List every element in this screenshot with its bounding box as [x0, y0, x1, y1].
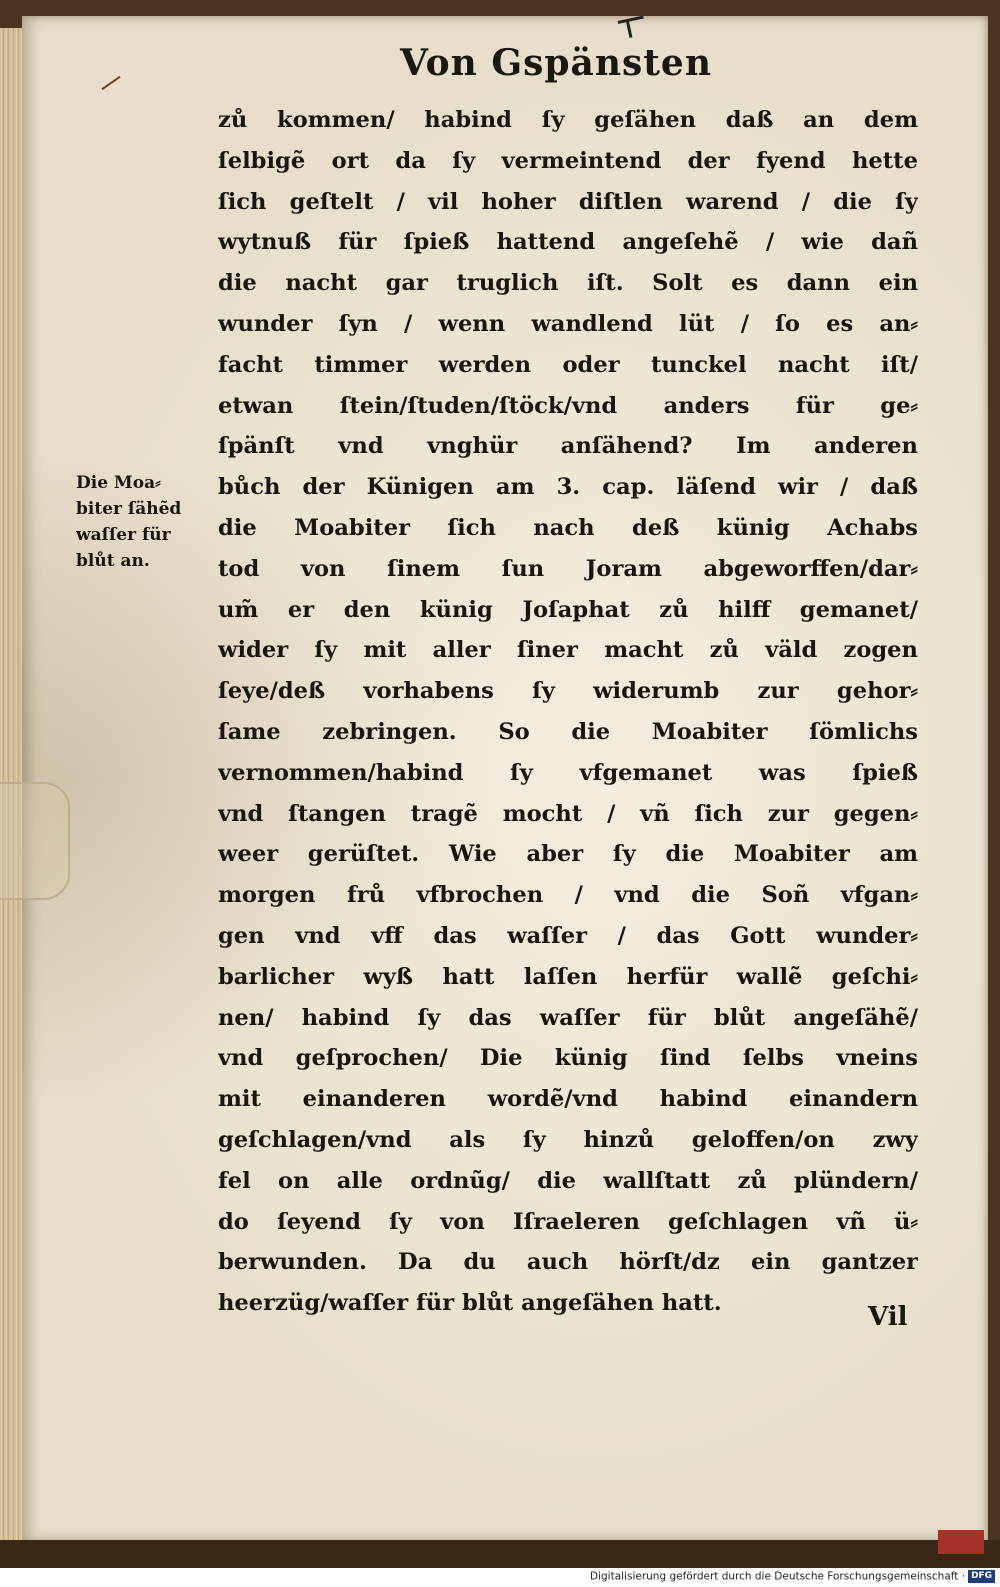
text-line: gen vnd vff das waſſer / das Gott wunder⸗ — [218, 922, 918, 949]
text-line: morgen frů vfbrochen / vnd die Soñ vfgan⸗ — [218, 882, 918, 909]
text-line: vernommen/habind ſy vfgemanet was ſpieß — [218, 759, 918, 786]
text-line: mit einanderen wordẽ/vnd habind einandern — [218, 1086, 918, 1113]
text-line: ſich geſtelt / vil hoher diſtlen warend / die ſy — [218, 188, 918, 215]
marginal-line: biter ſähẽd — [76, 499, 182, 519]
text-line: nen/ habind ſy das waſſer für blůt angeſähẽ/ — [218, 1004, 918, 1031]
text-line: heerzüg/waſſer für blůt angeſähen hatt. — [218, 1290, 722, 1317]
text-line: barlicher wyß hatt laſſen herfür wallẽ geſchi⸗ — [218, 963, 918, 990]
text-line: vnd geſprochen/ Die künig ſind ſelbs vneins — [218, 1045, 918, 1072]
text-line: ſpänſt vnd vnghür anſähend? Im anderen — [218, 433, 918, 460]
text-line: wider ſy mit aller ſiner macht zů väld zogen — [218, 637, 918, 664]
text-line: ſeye/deß vorhabens ſy widerumb zur gehor⸗ — [218, 678, 918, 705]
text-line: weer gerüſtet. Wie aber ſy die Moabiter am — [218, 841, 918, 868]
text-line: wunder ſyn / wenn wandlend lüt / ſo es an⸗ — [218, 310, 918, 337]
marginal-line: Die Moa⸗ — [76, 473, 161, 493]
body-text — [218, 100, 918, 1324]
text-line: ſame zebringen. So die Moabiter ſömlichs — [218, 718, 918, 745]
catchword: Vil — [868, 1302, 908, 1332]
text-line: tod von ſinem ſun Joram abgeworffen/dar⸗ — [218, 555, 918, 582]
text-line: zů kommen/ habind ſy geſähen daß an dem — [218, 107, 918, 133]
text-line: berwunden. Da du auch hörſt/dz ein gantzer — [218, 1249, 918, 1276]
credit-text: Digitalisierung gefördert durch die Deutsche Forschungsgemeinschaft · — [590, 1570, 966, 1583]
text-line: fel on alle ordnũg/ die wallſtatt zů plündern/ — [218, 1167, 918, 1194]
clasp-tab — [0, 782, 70, 900]
text-line: do ſeyend ſy von Iſraeleren geſchlagen vñ ü⸗ — [218, 1208, 918, 1235]
text-line: ſelbigẽ ort da ſy vermeintend der fyend hette — [218, 147, 918, 174]
text-line: etwan ſtein/ſtuden/ſtöck/vnd anders für ge⸗ — [218, 392, 918, 419]
marginal-note — [76, 470, 216, 574]
marginal-line: blůt an. — [76, 551, 150, 571]
top-ornament-mark — [618, 16, 649, 46]
marginal-line: waſſer für — [76, 525, 171, 545]
text-line: um̃ er den künig Joſaphat zů hilff gemanet/ — [218, 596, 918, 623]
text-line: die nacht gar truglich iſt. Solt es dann ein — [218, 270, 918, 297]
text-line: facht timmer werden oder tunckel nacht iſt/ — [218, 351, 918, 378]
digitization-credit — [590, 1570, 993, 1586]
text-line: die Moabiter ſich nach deß künig Achabs — [218, 514, 918, 541]
text-line: wytnuß für ſpieß hattend angeſehẽ / wie dañ — [218, 229, 918, 256]
text-line: geſchlagen/vnd als ſy hinzů geloffen/on zwy — [218, 1126, 918, 1153]
bookmark-ribbon — [938, 1530, 984, 1554]
dfg-logo: DFG — [968, 1570, 995, 1583]
text-line: bůch der Künigen am 3. cap. läſend wir / daß — [218, 474, 918, 501]
text-line: vnd ſtangen tragẽ mocht / vñ ſich zur gegen⸗ — [218, 800, 918, 827]
running-head: Von Gspänsten — [400, 42, 713, 84]
bottom-edge — [0, 1540, 1000, 1568]
